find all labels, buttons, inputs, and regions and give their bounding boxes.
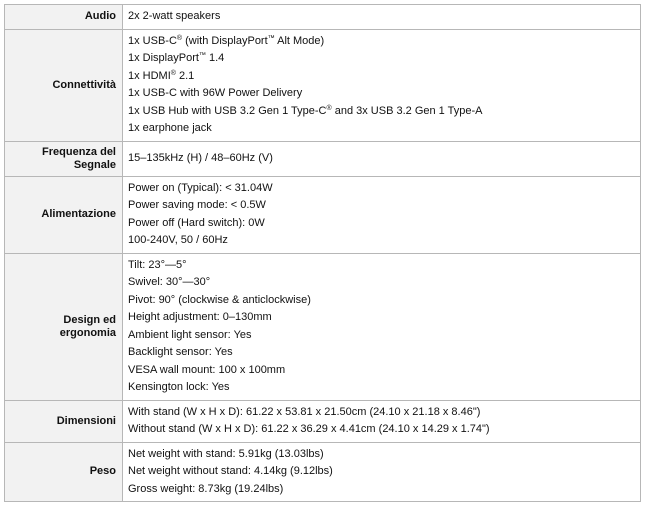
spec-label-frequency bbox=[5, 141, 123, 176]
spec-line: Kensington lock: Yes bbox=[128, 381, 230, 393]
spec-row-frequency bbox=[5, 141, 641, 176]
spec-label-ergonomics bbox=[5, 253, 123, 400]
spec-label-weight: Peso bbox=[5, 442, 123, 502]
spec-line: Net weight without stand: 4.14kg (9.12lbs) bbox=[128, 465, 333, 477]
spec-line: Ambient light sensor: Yes bbox=[128, 328, 252, 341]
spec-label-line: Design ed bbox=[63, 313, 116, 326]
spec-row-power bbox=[5, 176, 641, 253]
spec-line-text: 2.1 bbox=[175, 69, 195, 82]
spec-line-text: 1x USB-C bbox=[128, 34, 177, 47]
spec-line: 1x USB-C with 96W Power Delivery bbox=[128, 87, 303, 99]
spec-label-audio: Audio bbox=[5, 5, 123, 30]
spec-row-weight bbox=[5, 442, 641, 502]
spec-line: Swivel: 30°—30° bbox=[128, 276, 211, 288]
spec-value-frequency bbox=[123, 141, 641, 176]
spec-line-text: 1x USB Hub with USB 3.2 Gen 1 Type-C bbox=[128, 104, 327, 117]
spec-label-line: Segnale bbox=[73, 158, 116, 171]
registered-mark: ® bbox=[176, 34, 183, 42]
spec-line: With stand (W x H x D): 61.22 x 53.81 x 21.50cm (24.10 x 21.18 x 8.46") bbox=[128, 405, 481, 418]
spec-row-ergonomics bbox=[5, 253, 641, 400]
spec-line: Backlight sensor: Yes bbox=[128, 346, 233, 358]
spec-line: Power on (Typical): < 31.04W bbox=[128, 181, 273, 194]
registered-mark: ® bbox=[326, 104, 332, 112]
spec-line bbox=[128, 33, 635, 51]
spec-value-power bbox=[123, 176, 641, 253]
spec-line: Without stand (W x H x D): 61.22 x 36.29 x 4.41cm (24.10 x 14.29 x 1.74") bbox=[128, 423, 490, 435]
spec-line: Net weight with stand: 5.91kg (13.03lbs) bbox=[128, 447, 324, 460]
trademark-mark: ™ bbox=[267, 34, 275, 42]
spec-line bbox=[128, 68, 635, 86]
registered-mark: ® bbox=[170, 69, 176, 77]
spec-line: Tilt: 23°—5° bbox=[128, 258, 187, 271]
spec-label-line: Frequenza del bbox=[42, 145, 116, 158]
spec-value-ergonomics bbox=[123, 253, 641, 400]
spec-line-text: (with DisplayPort bbox=[182, 34, 268, 47]
spec-line: Power saving mode: < 0.5W bbox=[128, 199, 266, 211]
spec-line: 15–135kHz (H) / 48–60Hz (V) bbox=[128, 151, 273, 164]
spec-line-text: Alt Mode) bbox=[274, 34, 325, 47]
spec-line: 100-240V, 50 / 60Hz bbox=[128, 234, 228, 246]
spec-line-text: 1x HDMI bbox=[128, 69, 171, 82]
spec-value-dimensions bbox=[123, 400, 641, 442]
spec-row-connectivity bbox=[5, 29, 641, 141]
spec-line: 1x earphone jack bbox=[128, 122, 212, 134]
spec-label-connectivity: Connettività bbox=[5, 29, 123, 141]
spec-label-dimensions: Dimensioni bbox=[5, 400, 123, 442]
spec-line: Height adjustment: 0–130mm bbox=[128, 311, 272, 323]
spec-line-text: 1.4 bbox=[205, 52, 225, 64]
spec-line: Gross weight: 8.73kg (19.24lbs) bbox=[128, 482, 284, 495]
spec-value-weight bbox=[123, 442, 641, 502]
specifications-table bbox=[4, 4, 641, 502]
spec-line: Pivot: 90° (clockwise & anticlockwise) bbox=[128, 293, 311, 306]
spec-line: 2x 2-watt speakers bbox=[128, 10, 221, 22]
trademark-mark: ™ bbox=[198, 52, 206, 59]
spec-value-connectivity bbox=[123, 29, 641, 141]
spec-label-power: Alimentazione bbox=[5, 176, 123, 253]
spec-line bbox=[128, 50, 635, 68]
spec-label-line: ergonomia bbox=[59, 326, 116, 339]
spec-line bbox=[128, 103, 635, 121]
spec-row-audio bbox=[5, 5, 641, 30]
spec-line: VESA wall mount: 100 x 100mm bbox=[128, 363, 286, 376]
spec-value-audio bbox=[123, 5, 641, 30]
spec-row-dimensions bbox=[5, 400, 641, 442]
spec-line-text: 1x DisplayPort bbox=[128, 52, 199, 64]
spec-line-text: and 3x USB 3.2 Gen 1 Type-A bbox=[331, 104, 483, 117]
spec-line: Power off (Hard switch): 0W bbox=[128, 216, 265, 229]
